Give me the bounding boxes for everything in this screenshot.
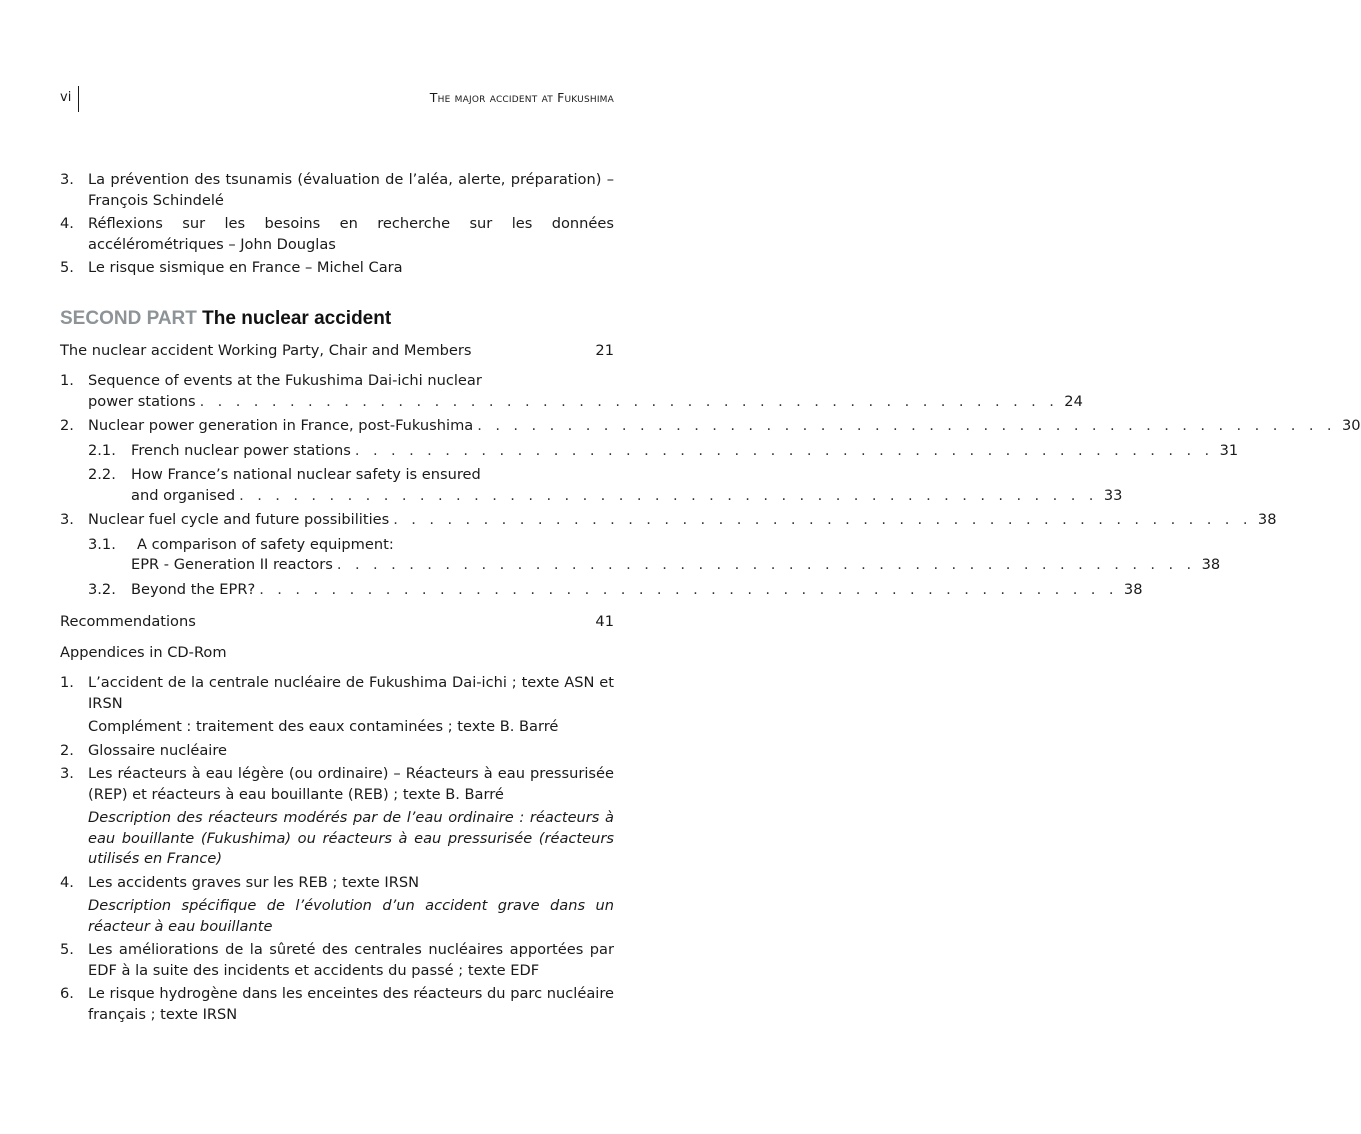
list-item-text: Réflexions sur les besoins en recherche sur les données accélérométriques – John Douglas <box>88 215 614 253</box>
appendix-text: Les améliorations de la sûreté des centrales nucléaires apportées par EDF à la suite des incidents et accidents du passé ; texte EDF <box>88 941 614 979</box>
part-title: The nuclear accident <box>202 307 392 329</box>
toc-entry-number: 3. <box>60 511 74 528</box>
part-heading <box>60 307 614 331</box>
appendix-item <box>60 873 614 894</box>
toc-page-number: 38 <box>1123 580 1143 598</box>
dot-leader: . . . . . . . . . . . . . . . . . . . . . . . . . . . . . . . . . . . . . . . . . . . . . . . . <box>354 441 1214 459</box>
appendix-number: 5. <box>60 941 74 958</box>
toc-entry-text-cont: and organised <box>131 486 236 504</box>
toc-entry-text: French nuclear power stations <box>131 441 351 459</box>
toc-entry-text: Nuclear fuel cycle and future possibilities <box>88 511 390 528</box>
toc-page-number: 30 <box>1341 417 1361 434</box>
toc-entry-number: 2.2. <box>88 466 116 483</box>
toc-page-number: 33 <box>1103 486 1123 504</box>
toc-entry-text: Sequence of events at the Fukushima Dai-ichi nuclear <box>88 372 482 389</box>
appendix-item <box>60 741 614 762</box>
dot-leader: . . . . . . . . . . . . . . . . . . . . . . . . . . . . . . . . . . . . . . . . . . . . . . . . <box>239 486 1098 504</box>
appendix-subtext: Complément : traitement des eaux contaminées ; texte B. Barré <box>88 718 559 735</box>
appendix-number: 3. <box>60 765 74 782</box>
list-item-text: La prévention des tsunamis (évaluation de l’aléa, alerte, préparation) – François Schindelé <box>88 171 614 209</box>
appendix-text: Glossaire nucléaire <box>88 741 228 759</box>
toc-entry-number: 2. <box>60 417 74 434</box>
toc-entry <box>60 510 1277 531</box>
appendix-text: Les accidents graves sur les REB ; texte IRSN <box>88 873 420 891</box>
toc-entry-number: 1. <box>60 372 74 389</box>
appendix-item <box>60 984 614 1025</box>
list-item <box>60 214 614 255</box>
appendix-text: Les réacteurs à eau légère (ou ordinaire) – Réacteurs à eau pressurisée (REP) et réacteurs à eau bouillante (REB) ; texte B. Barré <box>88 765 614 803</box>
toc-entry <box>60 465 1123 506</box>
appendix-number: 6. <box>60 985 74 1002</box>
toc-working-party <box>60 341 614 362</box>
appendix-number: 2. <box>60 741 74 759</box>
appendix-item <box>60 673 614 714</box>
list-item-text: Le risque sismique en France – Michel Cara <box>88 259 403 276</box>
dot-leader: . . . . . . . . . . . . . . . . . . . . . . . . . . . . . . . . . . . . . . . . . . . . . . . . <box>477 417 1336 434</box>
dot-leader: . . . . . . . . . . . . . . . . . . . . . . . . . . . . . . . . . . . . . . . . . . . . . . . . <box>199 392 1059 410</box>
list-item-number: 3. <box>60 171 74 188</box>
toc-page-number: 31 <box>1219 441 1239 459</box>
part-label: SECOND PART <box>60 307 197 329</box>
appendix-text: Le risque hydrogène dans les enceintes des réacteurs du parc nucléaire français ; texte IRSN <box>88 985 614 1023</box>
toc-page-number: 41 <box>595 613 614 630</box>
toc-entry-number: 3.2. <box>88 580 116 598</box>
toc-entry-number: 2.1. <box>88 441 116 459</box>
page-number: vi <box>60 90 72 105</box>
appendix-text: L’accident de la centrale nucléaire de Fukushima Dai-ichi ; texte ASN et IRSN <box>88 674 614 712</box>
toc-entry-text: Recommendations <box>60 613 196 630</box>
toc-entry-text-cont: power stations <box>88 392 196 410</box>
list-item <box>60 170 614 211</box>
toc-page-number: 38 <box>1201 556 1221 573</box>
toc-page-number: 21 <box>595 341 614 359</box>
toc-entry <box>60 416 1361 437</box>
dot-leader: . . . . . . . . . . . . . . . . . . . . . . . . . . . . . . . . . . . . . . . . . . . . . . . . <box>393 511 1252 528</box>
header-divider <box>78 86 79 112</box>
toc-entry-text: The nuclear accident Working Party, Chair and Members <box>60 341 472 359</box>
toc-entry <box>60 535 1221 576</box>
toc-entry-number: 3.1. <box>88 535 116 553</box>
page-header <box>60 86 614 112</box>
toc-entry-text: How France’s national nuclear safety is ensured <box>131 466 481 483</box>
dot-leader: . . . . . . . . . . . . . . . . . . . . . . . . . . . . . . . . . . . . . . . . . . . . . . . . <box>336 556 1196 573</box>
toc-entry-text: Beyond the EPR? <box>131 580 256 598</box>
appendix-item <box>60 940 614 981</box>
appendix-number: 4. <box>60 873 74 891</box>
appendix-item <box>60 764 614 805</box>
toc-entry-text: A comparison of safety equipment: <box>137 535 394 553</box>
running-title: The major accident at Fukushima <box>429 90 614 105</box>
toc-entry-text-cont: EPR - Generation II reactors <box>131 556 333 573</box>
appendix-description: Description des réacteurs modérés par de l’eau ordinaire : réacteurs à eau bouillante (Fukushima) ou réacteurs à eau pressurisée (réacteurs utilisés en France) <box>88 809 614 867</box>
toc-page-number: 38 <box>1257 511 1277 528</box>
toc-page-number: 24 <box>1064 392 1083 410</box>
list-item <box>60 258 614 279</box>
appendix-number: 1. <box>60 674 74 691</box>
toc-recommendations <box>60 612 614 633</box>
toc-entry <box>60 580 1143 601</box>
appendix-description: Description spécifique de l’évolution d’un accident grave dans un réacteur à eau bouillante <box>88 897 614 935</box>
toc-entry-text: Nuclear power generation in France, post-Fukushima <box>88 417 474 434</box>
page-content <box>60 170 1361 1028</box>
toc-entry <box>60 371 1083 412</box>
dot-leader: . . . . . . . . . . . . . . . . . . . . . . . . . . . . . . . . . . . . . . . . . . . . . . . . <box>259 580 1118 598</box>
appendices-heading: Appendices in CD-Rom <box>60 643 227 661</box>
list-item-number: 5. <box>60 259 74 276</box>
list-item-number: 4. <box>60 215 74 232</box>
toc-entry <box>60 441 1239 462</box>
